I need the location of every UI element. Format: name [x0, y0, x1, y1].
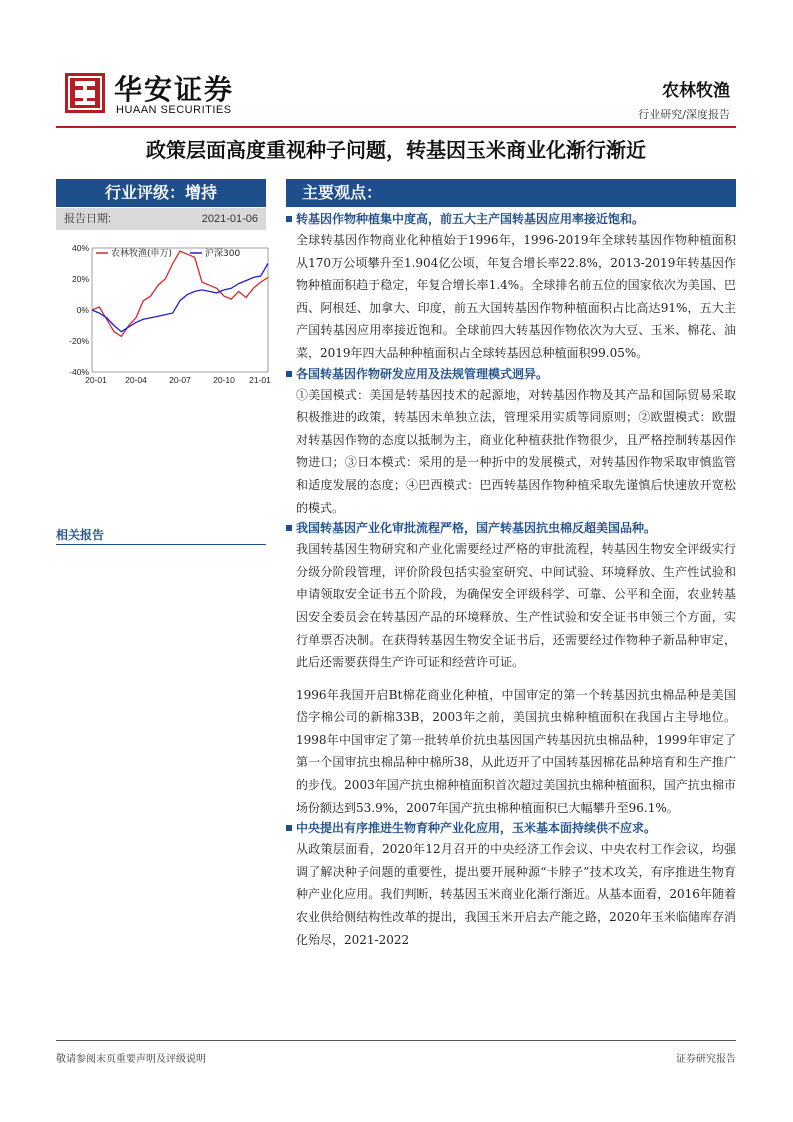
legend-label: 农林牧渔(申万) — [111, 249, 173, 259]
x-tick-label: 20-01 — [85, 375, 107, 385]
section-heading — [286, 819, 736, 838]
section-heading-text: 我国转基因产业化审批流程严格，国产转基因抗虫棉反超美国品种。 — [296, 521, 657, 536]
section-heading — [286, 210, 736, 229]
huaan-seal-logo — [64, 72, 106, 114]
section-heading-text: 各国转基因作物研发应用及法规管理模式迥异。 — [296, 366, 549, 381]
main-views-title: 主要观点： — [286, 179, 736, 207]
y-tick-label: 40% — [71, 243, 89, 253]
related-reports-heading: 相关报告 — [56, 528, 105, 542]
page-title: 政策层面高度重视种子问题，转基因玉米商业化渐行渐近 — [146, 138, 646, 162]
performance-chart-svg — [56, 236, 274, 388]
bullet-square-icon — [286, 525, 292, 531]
paragraph-gap — [286, 674, 736, 684]
x-tick-label: 21-01 — [249, 375, 271, 385]
related-reports-divider — [56, 544, 266, 545]
legend-label: 沪深300 — [205, 249, 241, 259]
bullet-square-icon — [286, 825, 292, 831]
report-type: 行业研究/深度报告 — [638, 108, 730, 121]
report-date-row — [56, 208, 266, 230]
section-paragraph: 1996年我国开启Bt棉花商业化种植，中国审定的第一个转基因抗虫棉品种是美国岱字棉公司的新棉33B，2003年之前，美国抗虫棉种植面积在我国占主导地位。1998年中国审定了第一批转单价抗虫基因国产转基因抗虫棉品种，1999年审定了第一个国审抗虫棉品种中棉所38，从此迈开了中国转基因棉花品种培育和生产推广的步伐。2003年国产抗虫棉种植面积首次超过美国抗虫棉种植面积，国产抗虫棉市场份额达到53.9%，2007年国产抗虫棉种植面积已大幅攀升至96.1%。 — [296, 687, 736, 815]
section-heading — [286, 519, 736, 538]
x-tick-label: 20-10 — [213, 375, 235, 385]
series-line — [92, 251, 268, 336]
header-divider — [56, 126, 736, 128]
y-tick-label: -20% — [69, 336, 89, 346]
chart-frame — [92, 248, 268, 372]
y-tick-label: 0% — [76, 305, 89, 315]
performance-chart — [56, 236, 274, 388]
logo-text-en: HUAAN SECURITIES — [116, 104, 232, 116]
series-line — [92, 264, 268, 332]
footer-disclaimer: 敬请参阅末页重要声明及评级说明 — [56, 1054, 206, 1065]
bullet-square-icon — [286, 371, 292, 377]
section-heading — [286, 365, 736, 384]
logo-text-cn: 华安证券 — [114, 73, 235, 106]
y-tick-label: 20% — [71, 274, 89, 284]
x-tick-label: 20-04 — [125, 375, 147, 385]
report-date-label: 报告日期: — [64, 213, 112, 225]
sector-name: 农林牧渔 — [662, 81, 730, 101]
section-heading-text: 转基因作物种植集中度高，前五大主产国转基因应用率接近饱和。 — [296, 212, 645, 226]
report-date-value: 2021-01-06 — [201, 213, 258, 225]
footer-label: 证券研究报告 — [676, 1054, 736, 1065]
bullet-square-icon — [286, 216, 292, 222]
x-tick-label: 20-07 — [169, 375, 191, 385]
section-heading-text: 中央提出有序推进生物育种产业化应用，玉米基本面持续供不应求。 — [296, 821, 657, 836]
section-paragraph: 我国转基因生物研究和产业化需要经过严格的审批流程，转基因生物安全评级实行分级分阶段管理，评价阶段包括实验室研究、中间试验、环境释放、生产性试验和申请领取安全证书五个阶段，为确保安全评级科学、可靠、公平和全面，农业转基因安全委员会在转基因产品的环境释放、生产性试验和安全证书申领三个方面，实行单票否决制。在获得转基因生物安全证书后，还需要经过作物种子新品种审定，此后还需要获得生产许可证和经营许可证。 — [296, 542, 736, 670]
main-views-body — [286, 210, 736, 951]
report-header — [56, 62, 736, 124]
section-paragraph: ①美国模式：美国是转基因技术的起源地，对转基因作物及其产品和国际贸易采取积极推进的政策，转基因未单独立法，管理采用实质等同原则；②欧盟模式：欧盟对转基因作物的态度以抵制为主，商业化种植获批作物很少，且严格控制转基因作物进口；③日本模式：采用的是一种折中的发展模式，对转基因作物采取审慎监管和适度发展的态度；④巴西模式：巴西转基因作物种植采取先谨慎后快速放开宽松的模式。 — [296, 387, 736, 515]
footer-divider — [56, 1040, 736, 1041]
y-tick-label: -40% — [69, 367, 89, 377]
section-paragraph: 全球转基因作物商业化种植始于1996年，1996-2019年全球转基因作物种植面积从170万公顷攀升至1.904亿公顷，年复合增长率22.8%，2013-2019年转基因作物种植面积趋于稳定，年复合增长率1.4%。全球排名前五位的国家依次为美国、巴西、阿根廷、加拿大、印度，前五大国转基因作物种植面积占比高达91%，五大主产国转基因应用率接近饱和。全球前四大转基因作物依次为大豆、玉米、棉花、油菜，2019年四大品种种植面积占全球转基因总种植面积99.05%。 — [296, 233, 736, 360]
industry-rating: 行业评级：增持 — [56, 179, 266, 207]
section-paragraph: 从政策层面看，2020年12月召开的中央经济工作会议、中央农村工作会议，均强调了解决种子问题的重要性，提出要开展种源“卡脖子”技术攻关，有序推进生物育种产业化应用。我们判断，转基因玉米商业化渐行渐近。从基本面看，2016年随着农业供给侧结构性改革的提出，我国玉米开启去产能之路，2020年玉米临储库存消化殆尽，2021-2022 — [296, 842, 736, 947]
